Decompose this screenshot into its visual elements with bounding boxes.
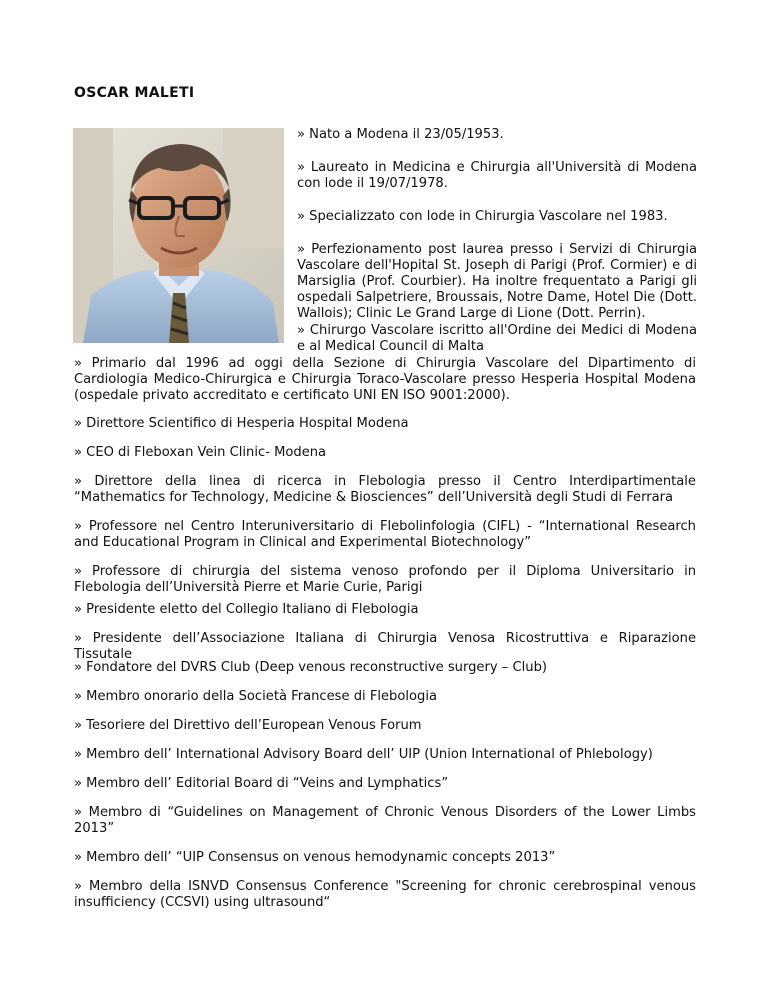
bio-item-editorial-board: » Membro dell’ Editorial Board di “Veins and Lymphatics” (74, 776, 449, 791)
bio-item-scientific-director: » Direttore Scientifico di Hesperia Hospital Modena (74, 416, 409, 431)
bio-item-paris-professor: » Professore di chirurgia del sistema venoso profondo per il Diploma Universitario in Flebologia dell’Università Pierre et Marie Curie, Parigi (74, 564, 696, 595)
document-title: OSCAR MALETI (74, 85, 195, 101)
bio-item-degree: » Laureato in Medicina e Chirurgia all'Università di Modena con lode il 19/07/1978. (297, 160, 697, 191)
bio-item-college-president: » Presidente eletto del Collegio Italiano di Flebologia (74, 602, 419, 617)
bio-item-isnvd-conference: » Membro della ISNVD Consensus Conference "Screening for chronic cerebrospinal venous insufficiency (CCSVI) using ultrasound“ (74, 879, 696, 910)
bio-item-postgraduate: » Perfezionamento post laurea presso i Servizi di Chirurgia Vascolare dell'Hopital St. Joseph di Parigi (Prof. Cormier) e di Marsiglia (Prof. Courbier). Ha inoltre frequentato a Parigi gli ospedali Salpetriere, Broussais, Notre Dame, Hotel Die (Dott. Wallois); Clinic Le Grand Large di Lione (Dott. Perrin). (297, 242, 697, 321)
bio-item-ceo: » CEO di Fleboxan Vein Clinic- Modena (74, 445, 327, 460)
bio-item-advisory-board: » Membro dell’ International Advisory Board dell’ UIP (Union International of Phlebology) (74, 747, 653, 762)
bio-item-birth: » Nato a Modena il 23/05/1953. (297, 127, 504, 142)
bio-item-treasurer: » Tesoriere del Direttivo dell’European Venous Forum (74, 718, 422, 733)
bio-item-specialization: » Specializzato con lode in Chirurgia Vascolare nel 1983. (297, 209, 668, 224)
bio-item-uip-consensus: » Membro dell’ “UIP Consensus on venous hemodynamic concepts 2013” (74, 850, 556, 865)
bio-item-research-director: » Direttore della linea di ricerca in Flebologia presso il Centro Interdipartimentale “Mathematics for Technology, Medicine & Biosciences” dell’Università degli Studi di Ferrara (74, 474, 696, 505)
bio-item-registration: » Chirurgo Vascolare iscritto all'Ordine dei Medici di Modena e al Medical Council di Malta (297, 323, 697, 354)
bio-item-cifl-professor: » Professore nel Centro Interuniversitario di Flebolinfologia (CIFL) - “International Research and Educational Program in Clinical and Experimental Biotechnology” (74, 519, 696, 550)
bio-item-guidelines: » Membro di “Guidelines on Management of Chronic Venous Disorders of the Lower Limbs 2013” (74, 805, 696, 836)
bio-item-dvrs-founder: » Fondatore del DVRS Club (Deep venous reconstructive surgery – Club) (74, 660, 547, 675)
bio-item-french-society: » Membro onorario della Società Francese di Flebologia (74, 689, 438, 704)
portrait-photo (73, 128, 284, 343)
bio-item-association-president: » Presidente dell’Associazione Italiana di Chirurgia Venosa Ricostruttiva e Riparazione Tissutale (74, 631, 696, 662)
bio-item-primario: » Primario dal 1996 ad oggi della Sezione di Chirurgia Vascolare del Dipartimento di Cardiologia Medico-Chirurgica e Chirurgia Toraco-Vascolare presso Hesperia Hospital Modena (ospedale privato accreditato e certificato UNI EN ISO 9001:2000). (74, 356, 696, 403)
